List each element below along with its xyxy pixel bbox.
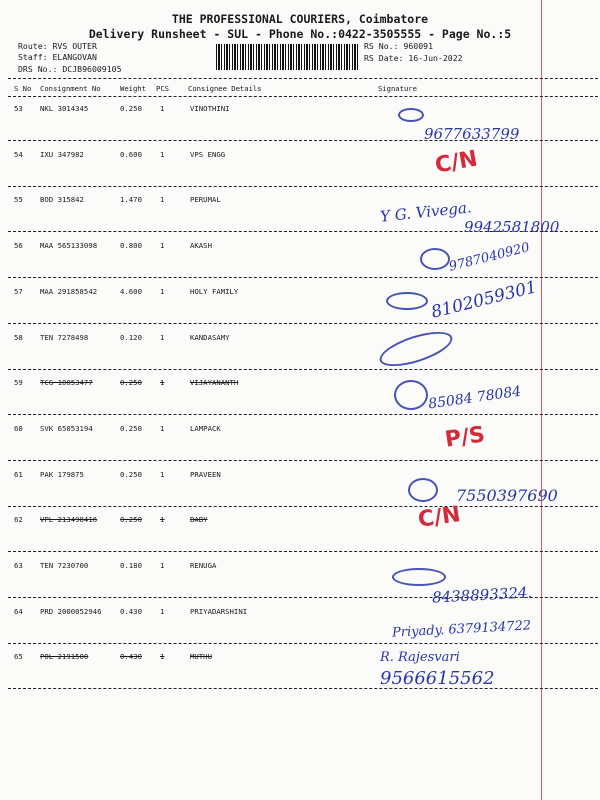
table-top-rule xyxy=(8,78,598,79)
handwritten-name-65: R. Rajesvari xyxy=(380,650,460,665)
row-weight: 0.250 xyxy=(120,104,142,113)
row-weight: 0.250 xyxy=(120,378,142,387)
row-separator xyxy=(8,323,598,324)
row-weight: 0.430 xyxy=(120,607,142,616)
handwritten-phone-55: 9942581800 xyxy=(464,218,560,236)
row-consignment: TEN 7278498 xyxy=(40,333,89,342)
row-consignee: VIJAYANANTH xyxy=(190,378,239,387)
handwritten-phone-56: 9787040920 xyxy=(447,240,532,275)
row-pcs: 1 xyxy=(160,424,165,433)
row-sno: 65 xyxy=(14,652,23,661)
row-consignment: PAK 179875 xyxy=(40,470,84,479)
row-pcs: 1 xyxy=(160,195,165,204)
route-label: Route: RVS OUTER xyxy=(18,41,97,51)
row-consignee: MUTHU xyxy=(190,652,212,661)
row-separator xyxy=(8,551,598,552)
row-separator xyxy=(8,277,598,278)
row-consignee: PRIYADARSHINI xyxy=(190,607,248,616)
row-sno: 57 xyxy=(14,287,23,296)
row-weight: 1.470 xyxy=(120,195,142,204)
row-sno: 61 xyxy=(14,470,23,479)
row-consignment: PRD 2000052946 xyxy=(40,607,102,616)
rs-date: RS Date: 16-Jun-2022 xyxy=(364,53,463,63)
row-weight: 0.430 xyxy=(120,652,142,661)
stamp-cn-62: C/N xyxy=(416,502,463,533)
row-weight: 0.120 xyxy=(120,333,142,342)
drs-number: DRS No.: DCJB96009105 xyxy=(18,64,122,74)
col-consignment: Consignment No xyxy=(40,84,101,93)
row-consignee: RENUGA xyxy=(190,561,217,570)
row-consignment: NKL 3014345 xyxy=(40,104,89,113)
row-consignee: PERUMAL xyxy=(190,195,221,204)
row-sno: 59 xyxy=(14,378,23,387)
row-consignee: BABY xyxy=(190,515,208,524)
row-weight: 0.250 xyxy=(120,515,142,524)
row-consignee: LAMPACK xyxy=(190,424,221,433)
row-consignment: POL 2191500 xyxy=(40,652,89,661)
margin-rule xyxy=(541,0,542,800)
row-sno: 54 xyxy=(14,150,23,159)
col-consignee: Consignee Details xyxy=(188,84,262,93)
col-sno: S No xyxy=(14,84,32,93)
row-pcs: 1 xyxy=(160,561,165,570)
signature-scribble xyxy=(376,325,456,373)
handwritten-name-phone-64: Priyady. 6379134722 xyxy=(391,618,532,641)
row-weight: 0.250 xyxy=(120,424,142,433)
row-consignment: BOD 315842 xyxy=(40,195,84,204)
rs-number: RS No.: 960091 xyxy=(364,41,434,51)
row-pcs: 1 xyxy=(160,287,165,296)
row-sno: 56 xyxy=(14,241,23,250)
row-weight: 0.250 xyxy=(120,470,142,479)
row-sno: 63 xyxy=(14,561,23,570)
handwritten-phone-57: 8102059301 xyxy=(429,277,539,323)
row-consignee: PRAVEEN xyxy=(190,470,221,479)
row-consignment: IXU 347982 xyxy=(40,150,84,159)
handwritten-phone-59: 85084 78084 xyxy=(427,383,523,413)
staff-label: Staff: ELANGOVAN xyxy=(18,52,97,62)
row-weight: 0.800 xyxy=(120,241,142,250)
row-pcs: 1 xyxy=(160,607,165,616)
col-signature: Signature xyxy=(378,84,417,93)
handwritten-phone-65: 9566615562 xyxy=(380,668,495,689)
row-pcs: 1 xyxy=(160,241,165,250)
handwritten-phone-53: 9677633799 xyxy=(424,125,520,143)
handwritten-name-55: Y G. Vivega. xyxy=(379,198,473,226)
row-consignment: MAA 291858542 xyxy=(40,287,98,296)
stamp-ps-60: P/S xyxy=(443,422,487,453)
row-consignment: TEN 7230700 xyxy=(40,561,89,570)
row-separator xyxy=(8,688,598,689)
row-consignee: HOLY FAMILY xyxy=(190,287,239,296)
row-separator xyxy=(8,186,598,187)
row-pcs: 1 xyxy=(160,652,165,661)
signature-scribble xyxy=(392,568,446,586)
company-title: THE PROFESSIONAL COURIERS, Coimbatore xyxy=(171,12,429,26)
row-sno: 64 xyxy=(14,607,23,616)
signature-scribble xyxy=(408,478,438,502)
row-sno: 62 xyxy=(14,515,23,524)
handwritten-phone-63: 8438893324. xyxy=(431,583,533,607)
signature-scribble xyxy=(386,292,428,310)
row-pcs: 1 xyxy=(160,378,165,387)
row-consignee: VINOTHINI xyxy=(190,104,230,113)
row-pcs: 1 xyxy=(160,104,165,113)
row-separator xyxy=(8,369,598,370)
row-separator xyxy=(8,460,598,461)
col-pcs: PCS xyxy=(156,84,169,93)
row-pcs: 1 xyxy=(160,515,165,524)
row-consignment: VPL 213498416 xyxy=(40,515,98,524)
row-sno: 60 xyxy=(14,424,23,433)
row-consignment: SVK 65053194 xyxy=(40,424,93,433)
stamp-cn-54: C/N xyxy=(433,146,480,179)
signature-scribble xyxy=(398,108,424,122)
col-weight: Weight xyxy=(120,84,146,93)
row-consignee: KANDASAMY xyxy=(190,333,230,342)
row-pcs: 1 xyxy=(160,333,165,342)
runsheet-title: Delivery Runsheet - SUL - Phone No.:0422-3505555 - Page No.:5 xyxy=(88,27,512,41)
handwritten-phone-61: 7550397690 xyxy=(456,486,558,505)
signature-scribble xyxy=(394,380,428,410)
row-sno: 53 xyxy=(14,104,23,113)
header-rule xyxy=(8,96,598,97)
row-pcs: 1 xyxy=(160,470,165,479)
row-sno: 58 xyxy=(14,333,23,342)
row-separator xyxy=(8,643,598,644)
row-sno: 55 xyxy=(14,195,23,204)
row-consignee: AKASH xyxy=(190,241,212,250)
row-separator xyxy=(8,506,598,507)
row-consignment: MAA 565133098 xyxy=(40,241,98,250)
barcode xyxy=(216,44,358,70)
row-separator xyxy=(8,414,598,415)
row-weight: 0.180 xyxy=(120,561,142,570)
row-consignee: VPS ENGG xyxy=(190,150,226,159)
signature-scribble xyxy=(420,248,450,270)
row-pcs: 1 xyxy=(160,150,165,159)
row-weight: 4.600 xyxy=(120,287,142,296)
row-consignment: TCG 10053477 xyxy=(40,378,93,387)
row-weight: 0.600 xyxy=(120,150,142,159)
